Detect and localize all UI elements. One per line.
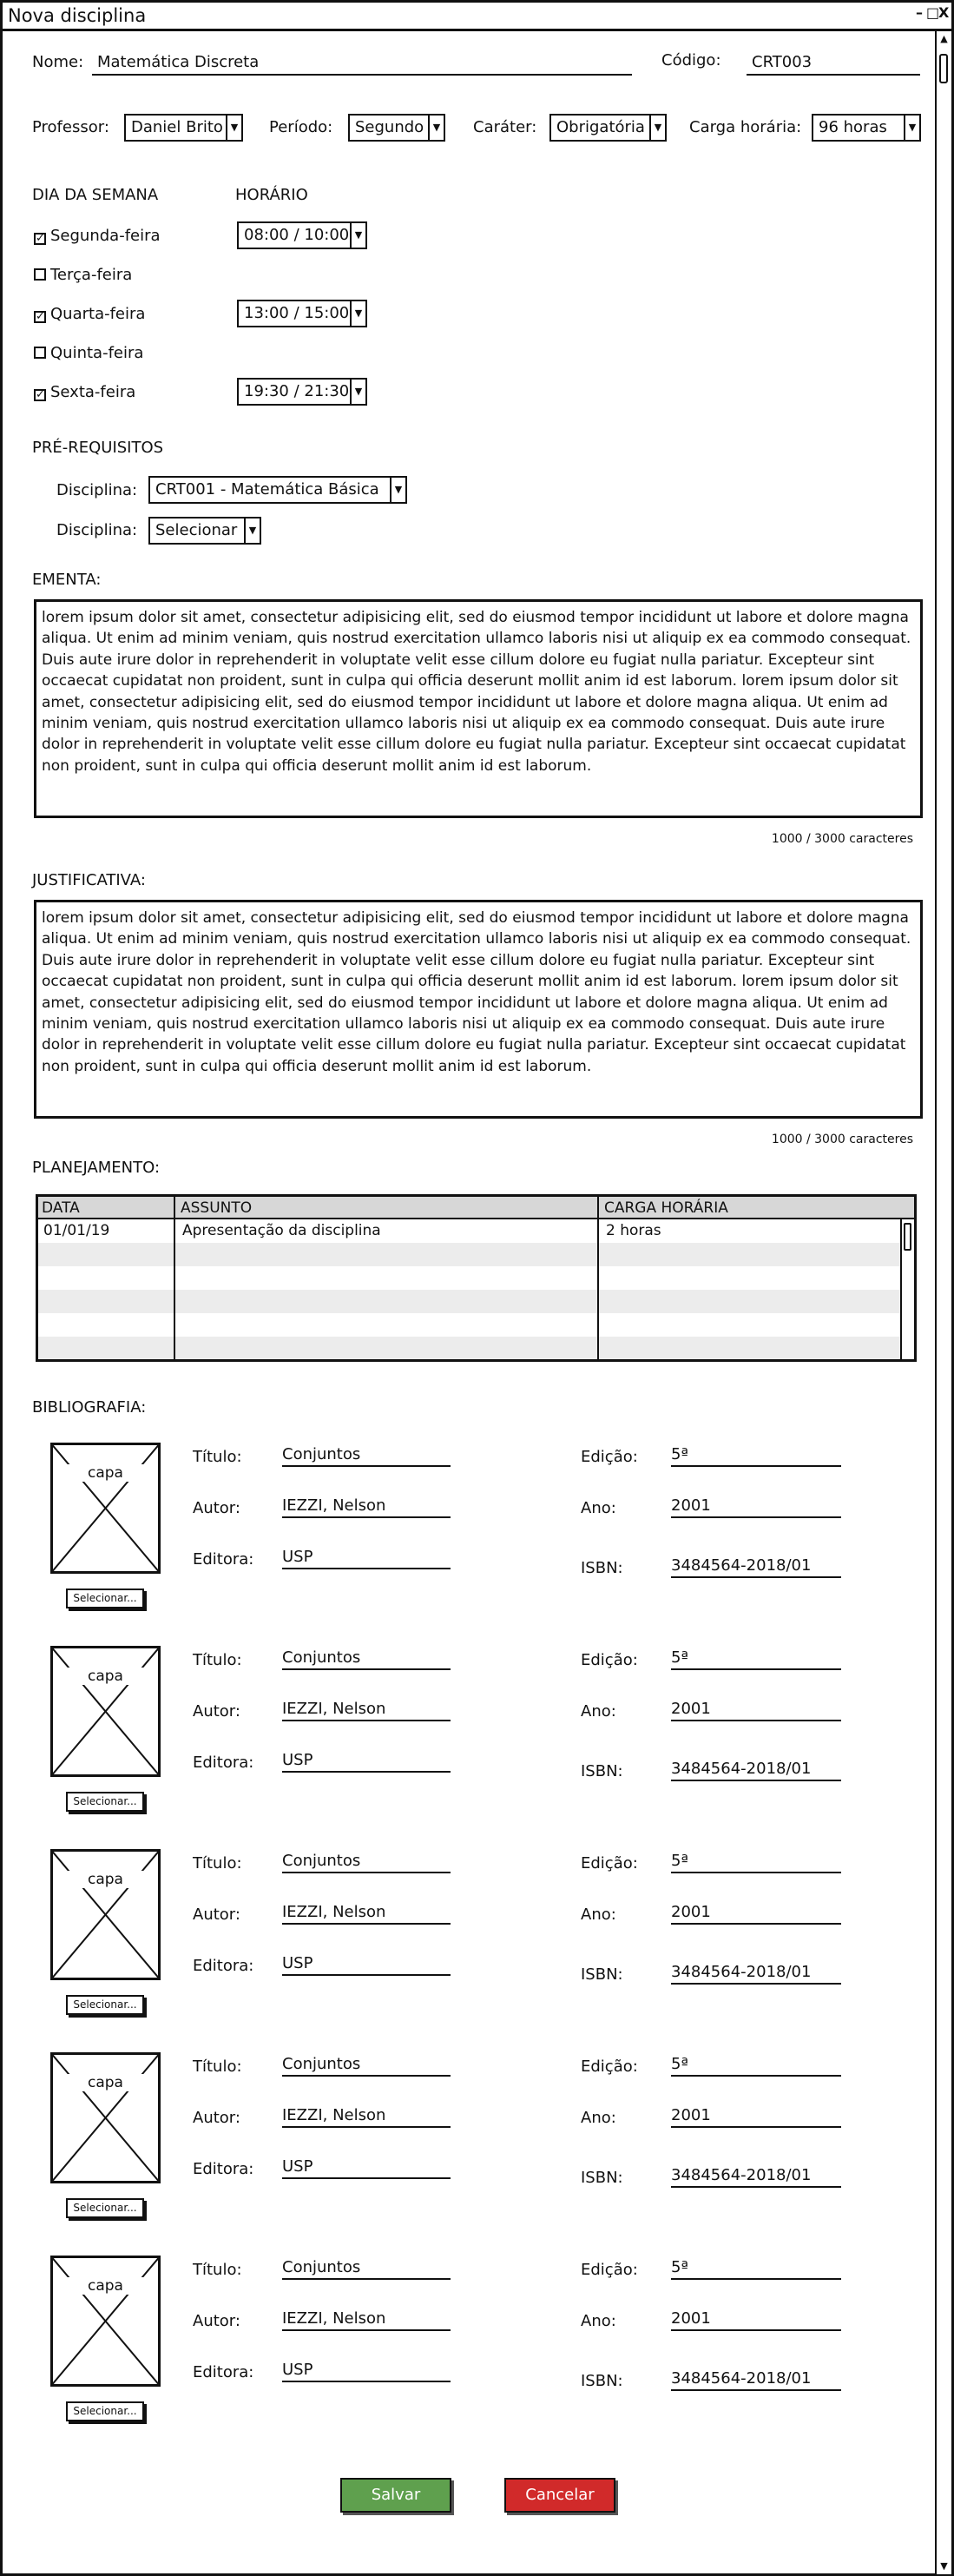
title-input[interactable]: Conjuntos [282,1443,451,1467]
weekday-label: Quinta-feira [50,344,144,362]
period-value: Segundo [355,118,424,136]
minimize-icon[interactable]: – [916,4,923,21]
weekday-label: Sexta-feira [50,383,136,401]
prerequisite-select[interactable] [148,476,407,504]
planning-header: PLANEJAMENTO: [32,1159,161,1177]
select-cover-button[interactable]: Selecionar... [66,1589,144,1608]
author-label: Autor: [193,1702,240,1721]
hours-cell: 2 horas [606,1222,661,1239]
year-label: Ano: [581,1906,616,1924]
name-label: Nome: [32,53,84,71]
book-cover [50,2256,161,2387]
book-cover [50,1849,161,1980]
publisher-input[interactable]: USP [282,2358,451,2382]
edition-input[interactable]: 5ª [671,1646,841,1670]
scrollbar-thumb[interactable] [939,54,948,83]
window-title: Nova disciplina [8,5,147,26]
title-label: Título: [193,1448,242,1466]
book-cover [50,1443,161,1574]
character-value: Obrigatória [556,118,645,136]
title-label: Título: [193,2261,242,2279]
edition-input[interactable]: 5ª [671,1443,841,1467]
checkbox-empty-icon[interactable] [34,347,46,359]
edition-input[interactable]: 5ª [671,2052,841,2077]
chevron-down-icon[interactable]: ▼ [428,116,444,140]
isbn-label: ISBN: [581,1559,623,1577]
scrollbar-thumb[interactable] [904,1223,911,1251]
workload-label: Carga horária: [689,118,802,136]
planning-table[interactable] [36,1194,917,1362]
isbn-label: ISBN: [581,1965,623,1984]
author-input[interactable]: IEZZI, Nelson [282,2104,451,2128]
isbn-input[interactable]: 3484564-2018/01 [671,1554,841,1578]
date-cell: 01/01/19 [43,1222,110,1239]
cover-label: capa [53,1871,158,1888]
book-entry [3,2052,923,2235]
code-label: Código: [661,51,721,69]
book-cover [50,1646,161,1777]
publisher-input[interactable]: USP [282,2155,451,2179]
prerequisite-value: CRT001 - Matemática Básica [155,480,379,499]
period-label: Período: [269,118,333,136]
isbn-label: ISBN: [581,2372,623,2390]
table-row[interactable] [38,1243,914,1266]
column-header[interactable]: CARGA HORÁRIA [604,1199,728,1217]
year-label: Ano: [581,1702,616,1721]
title-input[interactable]: Conjuntos [282,1849,451,1873]
column-header[interactable]: ASSUNTO [181,1199,253,1217]
prerequisites-header: PRÉ-REQUISITOS [32,439,164,457]
weekday-label: Segunda-feira [50,227,161,245]
author-input[interactable]: IEZZI, Nelson [282,1697,451,1721]
year-input[interactable]: 2001 [671,1697,841,1721]
cover-label: capa [53,1668,158,1685]
title-label: Título: [193,1651,242,1669]
edition-label: Edição: [581,2057,638,2076]
justificativa-counter: 1000 / 3000 caracteres [771,1133,913,1146]
professor-value: Daniel Brito [131,118,223,136]
author-input[interactable]: IEZZI, Nelson [282,1900,451,1925]
ementa-header: EMENTA: [32,571,102,589]
period-select[interactable] [348,114,445,142]
image-placeholder-icon [50,1443,161,1574]
select-cover-button[interactable]: Selecionar... [66,2401,144,2421]
table-row[interactable] [38,1219,914,1243]
save-button[interactable]: Salvar [340,2478,451,2513]
isbn-label: ISBN: [581,2169,623,2187]
code-input[interactable]: CRT003 [747,50,920,76]
year-input[interactable]: 2001 [671,1900,841,1925]
character-select[interactable] [549,114,667,142]
publisher-label: Editora: [193,2363,254,2381]
prerequisite-select[interactable] [148,517,261,545]
title-input[interactable]: Conjuntos [282,2256,451,2280]
title-label: Título: [193,1854,242,1873]
justificativa-header: JUSTIFICATIVA: [32,871,146,889]
chevron-down-icon[interactable]: ▼ [350,380,365,404]
weekday-header: DIA DA SEMANA [32,186,159,204]
publisher-label: Editora: [193,1550,254,1569]
weekday-label: Quarta-feira [50,305,146,323]
table-row[interactable] [38,1337,914,1360]
chevron-down-icon[interactable]: ▼ [649,116,665,140]
title-input[interactable]: Conjuntos [282,2052,451,2077]
maximize-icon[interactable]: □ [926,4,940,21]
isbn-input[interactable]: 3484564-2018/01 [671,1757,841,1781]
chevron-down-icon[interactable]: ▼ [350,223,365,248]
weekday-checkbox[interactable] [34,227,161,245]
chevron-down-icon[interactable]: ▼ [390,478,405,502]
author-label: Autor: [193,2312,240,2330]
publisher-label: Editora: [193,1957,254,1975]
year-input[interactable]: 2001 [671,1494,841,1518]
publisher-input[interactable]: USP [282,1545,451,1569]
isbn-input[interactable]: 3484564-2018/01 [671,2367,841,2391]
ementa-counter: 1000 / 3000 caracteres [771,832,913,846]
cover-label: capa [53,1464,158,1482]
image-placeholder-icon [50,1849,161,1980]
window-scrollbar[interactable] [935,31,951,2574]
cover-label: capa [53,2074,158,2091]
bibliography-header: BIBLIOGRAFIA: [32,1398,147,1417]
book-entry [3,2256,923,2438]
edition-label: Edição: [581,1448,638,1466]
edition-label: Edição: [581,2261,638,2279]
checkbox-checked-icon[interactable]: ✓ [36,388,45,401]
cancel-button[interactable]: Cancelar [504,2478,615,2513]
title-input[interactable]: Conjuntos [282,1646,451,1670]
checkbox-checked-icon[interactable]: ✓ [36,232,45,245]
scroll-down-icon[interactable]: ▼ [940,2560,948,2572]
time-value: 13:00 / 15:00 [244,304,350,322]
prerequisite-value: Selecionar [155,521,238,539]
time-select[interactable] [237,300,367,327]
checkbox-checked-icon[interactable]: ✓ [36,310,45,323]
year-label: Ano: [581,2312,616,2330]
title-bar [3,3,951,31]
scroll-up-icon[interactable]: ▲ [940,33,948,44]
publisher-input[interactable]: USP [282,1952,451,1976]
author-input[interactable]: IEZZI, Nelson [282,2307,451,2331]
prerequisite-label: Disciplina: [56,481,138,499]
book-entry [3,1849,923,2031]
publisher-input[interactable]: USP [282,1748,451,1773]
time-header: HORÁRIO [235,186,308,204]
professor-select[interactable] [124,114,243,142]
publisher-label: Editora: [193,1754,254,1772]
edition-label: Edição: [581,1854,638,1873]
time-select[interactable] [237,378,367,406]
time-select[interactable] [237,221,367,249]
chevron-down-icon[interactable]: ▼ [244,519,260,543]
author-label: Autor: [193,2109,240,2127]
year-label: Ano: [581,1499,616,1517]
isbn-input[interactable]: 3484564-2018/01 [671,1960,841,1985]
edition-input[interactable]: 5ª [671,1849,841,1873]
image-placeholder-icon [50,1646,161,1777]
professor-label: Professor: [32,118,109,136]
time-value: 08:00 / 10:00 [244,226,350,244]
image-placeholder-icon [50,2256,161,2387]
table-scrollbar[interactable] [900,1219,914,1359]
close-icon[interactable]: X [938,4,950,21]
weekday-checkbox[interactable] [34,383,135,401]
column-divider [174,1197,175,1359]
book-entry [3,1646,923,1828]
image-placeholder-icon [50,2052,161,2183]
table-row[interactable] [38,1290,914,1313]
column-header[interactable]: DATA [42,1199,80,1217]
title-label: Título: [193,2057,242,2076]
workload-value: 96 horas [819,118,887,136]
edition-input[interactable]: 5ª [671,2256,841,2280]
edition-label: Edição: [581,1651,638,1669]
weekday-checkbox[interactable] [34,344,143,362]
isbn-label: ISBN: [581,1762,623,1780]
author-label: Autor: [193,1499,240,1517]
book-entry [3,1443,923,1625]
character-label: Caráter: [473,118,537,136]
author-label: Autor: [193,1906,240,1924]
justificativa-textarea[interactable]: lorem ipsum dolor sit amet, consectetur adipisicing elit, sed do eiusmod tempor incididunt ut labore et dolore magna aliqua. Ut enim ad minim veniam, quis nostrud exercitation ullamco laboris nisi ut aliquip ex ea commodo consequat. Duis aute irure dolor in reprehenderit in voluptate velit esse cillum dolore eu fugiat nulla pariatur. Excepteur sint occaecat cupidatat non proident, sunt in culpa qui officia deserunt mollit anim id est laborum. lorem ipsum dolor sit amet, consectetur adipisicing elit, sed do eiusmod tempor incididunt ut labore et dolore magna aliqua. Ut enim ad minim veniam, quis nostrud exercitation ullamco laboris nisi ut aliquip ex ea commodo consequat. Duis aute irure dolor in reprehenderit in voluptate velit esse cillum dolore eu fugiat nulla pariatur. Excepteur sint occaecat cupidatat non proident, sunt in culpa qui officia deserunt mollit anim id est laborum. [34,900,923,1119]
book-cover [50,2052,161,2183]
weekday-checkbox[interactable] [34,266,132,284]
select-cover-button[interactable]: Selecionar... [66,1995,144,2015]
isbn-input[interactable]: 3484564-2018/01 [671,2163,841,2188]
chevron-down-icon[interactable]: ▼ [350,301,365,326]
name-input[interactable]: Matemática Discreta [92,50,632,76]
year-input[interactable]: 2001 [671,2104,841,2128]
checkbox-empty-icon[interactable] [34,268,46,281]
author-input[interactable]: IEZZI, Nelson [282,1494,451,1518]
prerequisite-label: Disciplina: [56,521,138,539]
year-input[interactable]: 2001 [671,2307,841,2331]
time-value: 19:30 / 21:30 [244,382,350,400]
chevron-down-icon[interactable]: ▼ [226,116,241,140]
cover-label: capa [53,2277,158,2295]
select-cover-button[interactable]: Selecionar... [66,2198,144,2218]
ementa-textarea[interactable]: lorem ipsum dolor sit amet, consectetur adipisicing elit, sed do eiusmod tempor incididunt ut labore et dolore magna aliqua. Ut enim ad minim veniam, quis nostrud exercitation ullamco laboris nisi ut aliquip ex ea commodo consequat. Duis aute irure dolor in reprehenderit in voluptate velit esse cillum dolore eu fugiat nulla pariatur. Excepteur sint occaecat cupidatat non proident, sunt in culpa qui officia deserunt mollit anim id est laborum. lorem ipsum dolor sit amet, consectetur adipisicing elit, sed do eiusmod tempor incididunt ut labore et dolore magna aliqua. Ut enim ad minim veniam, quis nostrud exercitation ullamco laboris nisi ut aliquip ex ea commodo consequat. Duis aute irure dolor in reprehenderit in voluptate velit esse cillum dolore eu fugiat nulla pariatur. Excepteur sint occaecat cupidatat non proident, sunt in culpa qui officia deserunt mollit anim id est laborum. [34,599,923,818]
workload-select[interactable] [812,114,921,142]
table-row[interactable] [38,1266,914,1290]
publisher-label: Editora: [193,2160,254,2178]
weekday-checkbox[interactable] [34,305,145,323]
select-cover-button[interactable]: Selecionar... [66,1792,144,1812]
weekday-label: Terça-feira [50,266,133,284]
table-header [38,1197,914,1219]
column-divider [597,1197,599,1359]
chevron-down-icon[interactable]: ▼ [904,116,919,140]
year-label: Ano: [581,2109,616,2127]
subject-cell: Apresentação da disciplina [182,1222,381,1239]
table-row[interactable] [38,1313,914,1337]
